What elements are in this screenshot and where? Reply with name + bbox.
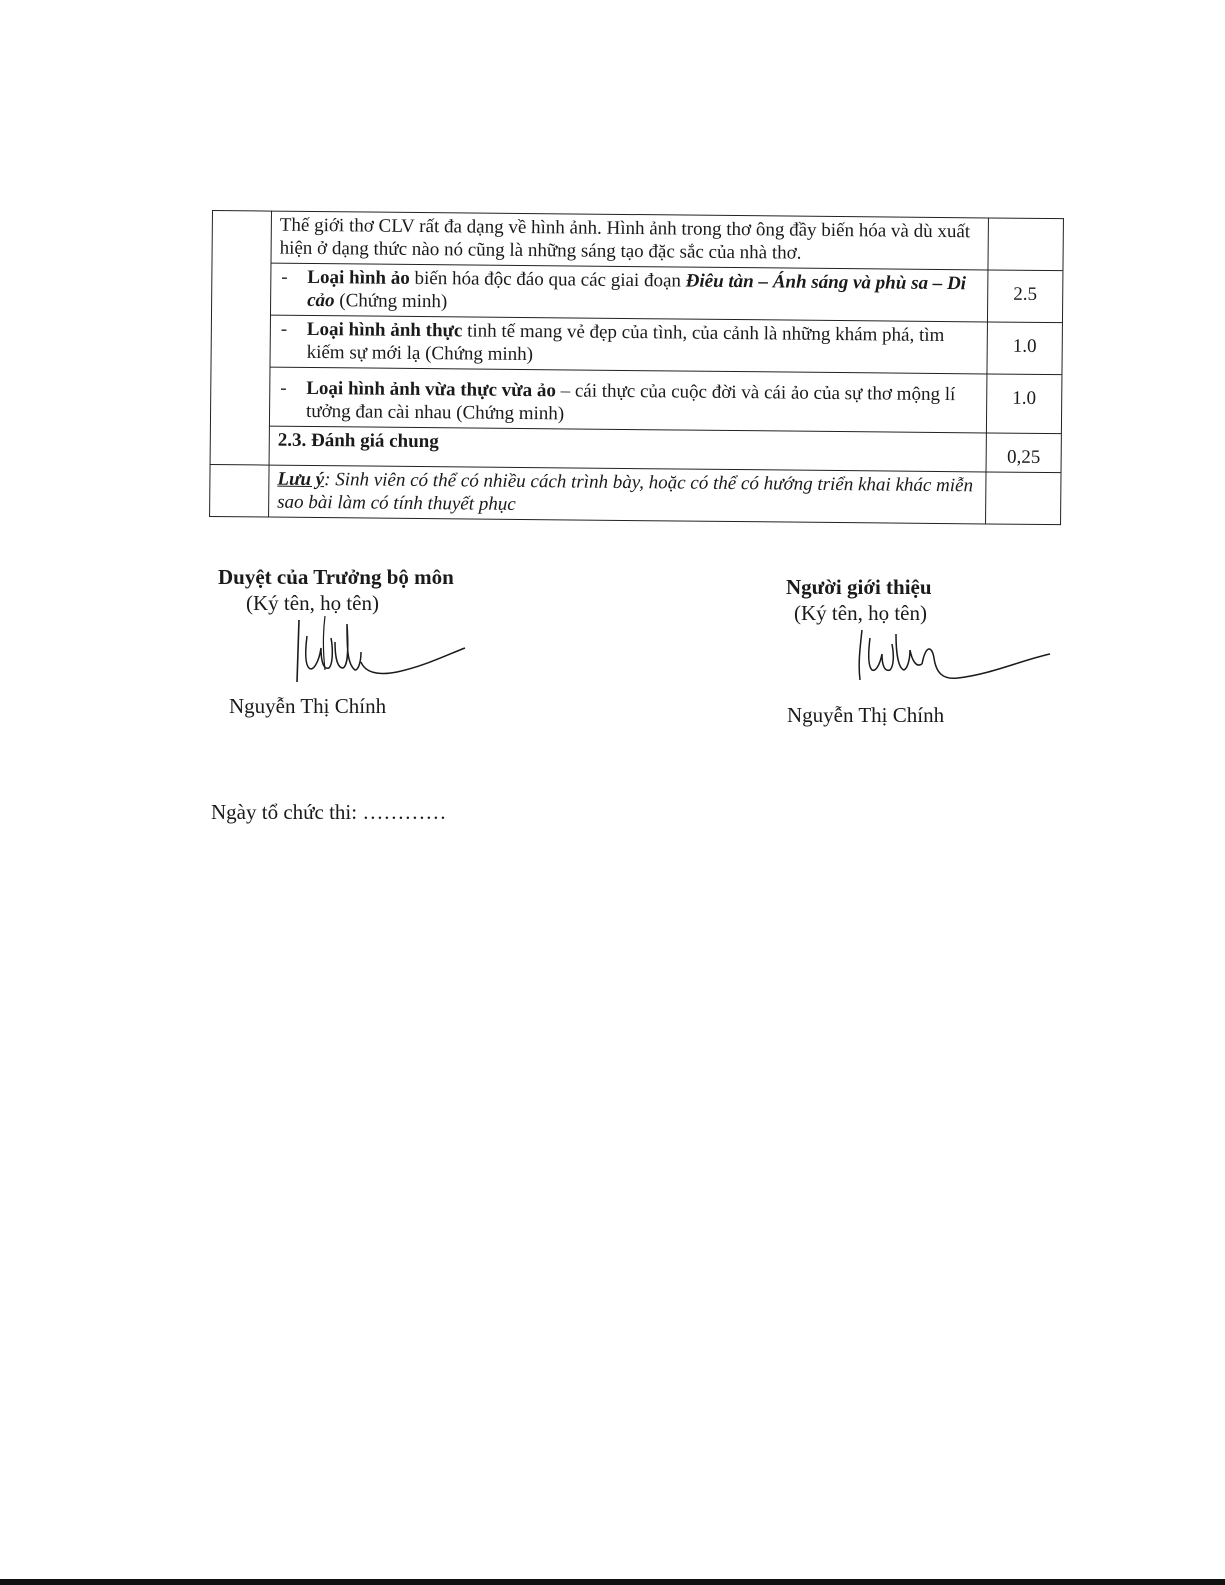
note-colon: : — [324, 469, 331, 491]
item-heading: Loại hình ảo — [307, 266, 410, 289]
handwritten-signature — [852, 624, 1057, 694]
sign-instruction: (Ký tên, họ tên) — [794, 601, 927, 625]
item-heading: Loại hình ảnh vừa thực vừa ảo — [306, 377, 556, 402]
rubric-item — [270, 315, 987, 374]
note-label: Lưu ý — [277, 468, 325, 491]
rubric-intro: Thế giới thơ CLV rất đa dạng về hình ảnh. Hình ảnh trong thơ ông đầy biến hóa và dù xuất hiện ở dạng thức nào nó cũng là những sáng tạo đặc sắc của nhà thơ. — [271, 211, 988, 270]
section-number-cell — [210, 464, 269, 517]
rubric-item — [269, 367, 987, 433]
bullet-dash: - — [280, 377, 287, 399]
rubric-item — [270, 263, 987, 322]
table-row — [211, 315, 1062, 375]
presenter-title: Người giới thiệu — [786, 575, 932, 599]
score-cell: 0,25 — [986, 433, 1061, 473]
note-text: Sinh viên có thể có nhiều cách trình bày, hoặc có thể có hướng triển khai khác miễn sao bài làm có tính thuyết phục — [277, 469, 974, 515]
table-row — [211, 263, 1062, 323]
exam-date-line: Ngày tổ chức thi: ………… — [211, 800, 447, 824]
table-row — [210, 366, 1062, 433]
scan-border — [0, 1579, 1225, 1585]
sign-instruction: (Ký tên, họ tên) — [246, 591, 379, 615]
score-cell: 2.5 — [987, 270, 1062, 323]
item-text: – cái thực của cuộc đời và cái ảo của sự thơ mộng lí tưởng đan cài nhau (Chứng minh) — [305, 380, 956, 425]
item-text: biến hóa độc đáo qua các giai đoạn — [409, 267, 686, 292]
summary-label: 2.3. Đánh giá chung — [269, 426, 986, 472]
item-heading: Loại hình ảnh thực — [306, 318, 463, 342]
score-cell — [988, 218, 1063, 271]
signer-name: Nguyễn Thị Chính — [787, 703, 945, 727]
score-cell — [986, 472, 1061, 525]
score-cell: 1.0 — [987, 322, 1062, 375]
left-signature-block — [218, 564, 454, 616]
section-number-cell — [210, 211, 271, 466]
approval-title: Duyệt của Trưởng bộ môn — [218, 565, 454, 589]
item-text: tinh tế mang vẻ đẹp của tình, của cảnh là những khám phá, tìm kiếm sự mới lạ (Chứng minh) — [306, 320, 945, 366]
signer-name: Nguyễn Thị Chính — [229, 694, 387, 718]
item-emphasis: Điêu tàn – Ánh sáng và phù sa – Di cảo — [307, 270, 967, 312]
bullet-dash: - — [280, 318, 288, 340]
table-row — [212, 211, 1063, 271]
bullet-dash: - — [281, 266, 288, 288]
score-cell: 1.0 — [986, 374, 1062, 434]
grading-rubric-table — [209, 210, 1064, 525]
table-row — [210, 464, 1061, 524]
item-text: (Chứng minh) — [334, 290, 448, 313]
handwritten-signature — [285, 612, 475, 692]
note-cell — [269, 465, 986, 524]
right-signature-block — [786, 574, 932, 626]
